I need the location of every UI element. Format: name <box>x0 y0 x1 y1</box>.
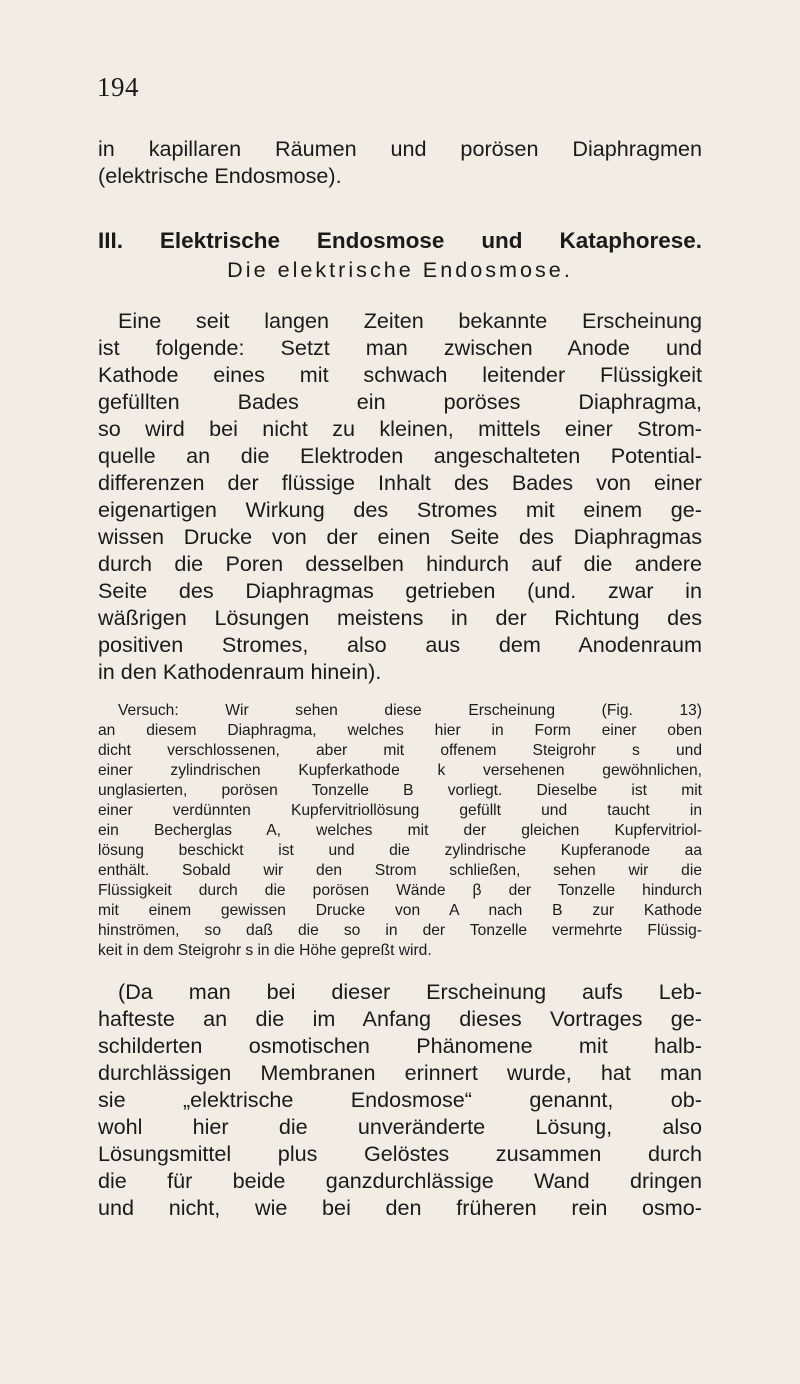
experiment-line: Flüssigkeit durch die porösen Wände β der Tonzelle hindurch <box>98 882 702 899</box>
paragraph-line: die für beide ganzdurchlässige Wand dringen <box>98 1168 702 1193</box>
experiment-line: unglasierten, porösen Tonzelle B vorliegt. Dieselbe ist mit <box>98 782 702 799</box>
paragraph-line: gefüllten Bades ein poröses Diaphragma, <box>98 389 702 414</box>
paragraph-line: Kathode eines mit schwach leitender Flüssigkeit <box>98 362 702 387</box>
paragraph-line: wohl hier die unveränderte Lösung, also <box>98 1114 702 1139</box>
intro-line: (elektrische Endosmose). <box>98 163 342 188</box>
paragraph-line: so wird bei nicht zu kleinen, mittels einer Strom- <box>98 416 702 441</box>
experiment-line: enthält. Sobald wir den Strom schließen, sehen wir die <box>98 862 702 879</box>
experiment-line: einer zylindrischen Kupferkathode k versehenen gewöhnlichen, <box>98 762 702 779</box>
paragraph-line: sie „elektrische Endosmose“ genannt, ob- <box>98 1087 702 1112</box>
paragraph-line: eigenartigen Wirkung des Stromes mit einem ge- <box>98 497 702 522</box>
paragraph-line: durchlässigen Membranen erinnert wurde, hat man <box>98 1060 702 1085</box>
paragraph-line: wissen Drucke von der einen Seite des Diaphragmas <box>98 524 702 549</box>
experiment-line: an diesem Diaphragma, welches hier in Form einer oben <box>98 722 702 739</box>
experiment-line: dicht verschlossenen, aber mit offenem Steigrohr s und <box>98 742 702 759</box>
paragraph-line: Lösungsmittel plus Gelöstes zusammen durch <box>98 1141 702 1166</box>
intro-line: in kapillaren Räumen und porösen Diaphragmen <box>98 136 702 161</box>
paragraph-line: ist folgende: Setzt man zwischen Anode und <box>98 335 702 360</box>
paragraph-line: differenzen der flüssige Inhalt des Bades von einer <box>98 470 702 495</box>
paragraph-line: quelle an die Elektroden angeschalteten Potential- <box>98 443 702 468</box>
paragraph-line: (Da man bei dieser Erscheinung aufs Leb- <box>118 979 702 1004</box>
paragraph-line: positiven Stromes, also aus dem Anodenraum <box>98 632 702 657</box>
paragraph-line: durch die Poren desselben hindurch auf die andere <box>98 551 702 576</box>
section-heading: III. Elektrische Endosmose und Kataphorese. <box>98 228 702 253</box>
experiment-line: hinströmen, so daß die so in der Tonzelle vermehrte Flüssig- <box>98 922 702 939</box>
experiment-line: mit einem gewissen Drucke von A nach B zur Kathode <box>98 902 702 919</box>
paragraph-line: Seite des Diaphragmas getrieben (und. zwar in <box>98 578 702 603</box>
experiment-line: ein Becherglas A, welches mit der gleichen Kupfervitriol- <box>98 822 702 839</box>
paragraph-line: schilderten osmotischen Phänomene mit halb- <box>98 1033 702 1058</box>
paragraph-line: Eine seit langen Zeiten bekannte Erscheinung <box>118 308 702 333</box>
paragraph-line: in den Kathodenraum hinein). <box>98 659 382 684</box>
experiment-line: Versuch: Wir sehen diese Erscheinung (Fig. 13) <box>118 702 702 719</box>
paragraph-line: hafteste an die im Anfang dieses Vortrages ge- <box>98 1006 702 1031</box>
experiment-line: lösung beschickt ist und die zylindrische Kupferanode aa <box>98 842 702 859</box>
paragraph-line: und nicht, wie bei den früheren rein osmo- <box>98 1195 702 1220</box>
page-number: 194 <box>97 72 139 102</box>
experiment-line: einer verdünnten Kupfervitriollösung gefüllt und taucht in <box>98 802 702 819</box>
section-subheading: Die elektrische Endosmose. <box>227 257 573 282</box>
experiment-line: keit in dem Steigrohr s in die Höhe gepreßt wird. <box>98 942 432 959</box>
paragraph-line: wäßrigen Lösungen meistens in der Richtung des <box>98 605 702 630</box>
